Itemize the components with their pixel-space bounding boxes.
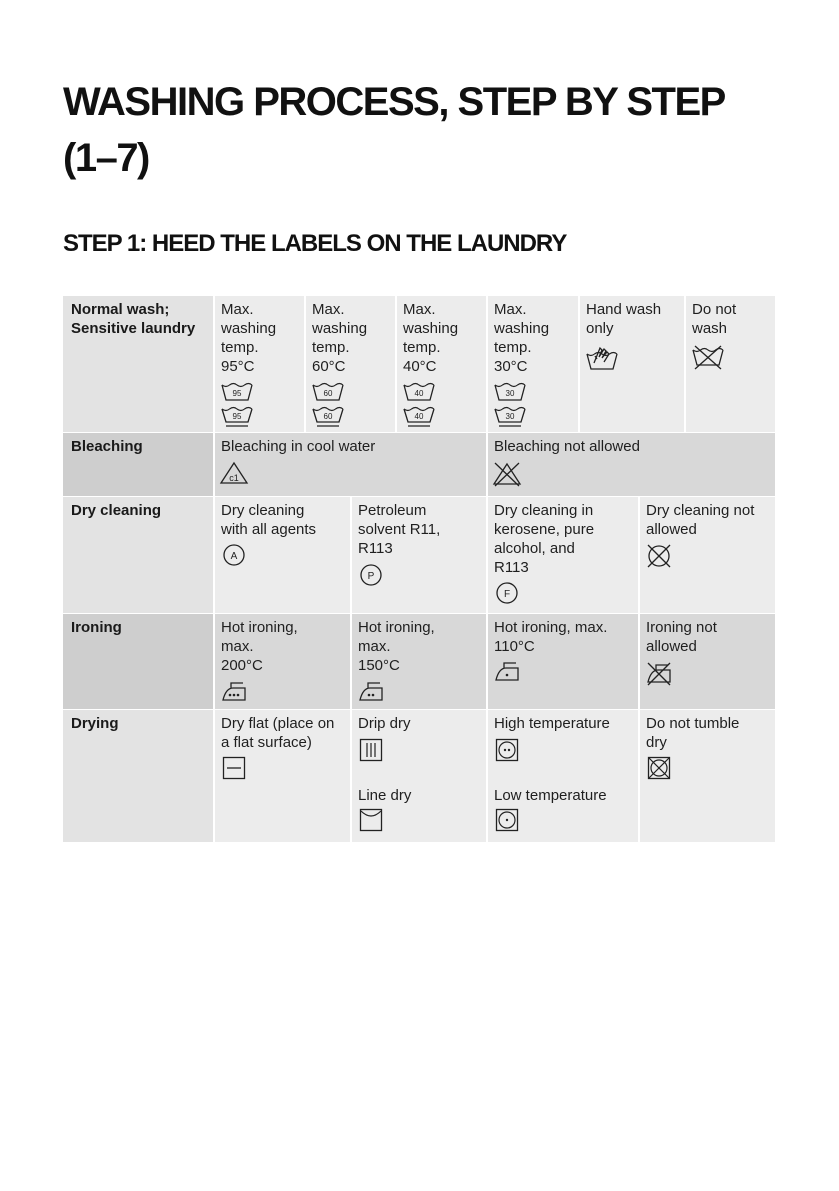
wash-40-line-3: temp. <box>403 339 441 356</box>
wash-40-icon-label: 40 <box>414 389 424 398</box>
cell-iron-110 <box>486 614 638 709</box>
row-label-washing-line-2: Sensitive laundry <box>71 320 196 337</box>
iron-150-line-3: 150°C <box>358 657 400 674</box>
cell-wash-30 <box>486 296 578 432</box>
step-heading: STEP 1: HEED THE LABELS ON THE LAUNDRY <box>63 230 567 257</box>
dry-clean-kerosene-line-4: R113 <box>494 559 529 576</box>
dry-clean-all-line-2: with all agents <box>221 521 317 538</box>
row-label-ironing <box>63 614 213 709</box>
cell-iron-150 <box>350 614 486 709</box>
cell-bleach-cool <box>213 433 486 496</box>
table-row-bleaching <box>63 433 775 496</box>
dry-flat-icon <box>222 756 246 780</box>
wash-30-line-4: 30°C <box>494 358 528 375</box>
row-label-bleaching-text: Bleaching <box>71 438 143 455</box>
dry-clean-not-allowed-line-1: Dry cleaning not <box>646 502 755 519</box>
dry-clean-all-line-1: Dry cleaning <box>221 502 305 519</box>
wash-60-line-2: washing <box>312 320 368 337</box>
tumble-high-icon <box>495 738 519 762</box>
do-not-tumble-dry-icon <box>647 756 671 780</box>
wash-95-line-1: Max. <box>221 301 254 318</box>
do-not-tumble-line-1: Do not tumble <box>646 715 740 732</box>
wash-30-line-1: Max. <box>494 301 527 318</box>
dry-clean-not-allowed-line-2: allowed <box>646 521 697 538</box>
wash-95-icon-label: 95 <box>232 389 242 398</box>
cell-wash-60 <box>304 296 395 432</box>
iron-110-line-1: Hot ironing, max. <box>494 619 608 636</box>
iron-200-line-2: max. <box>221 638 254 655</box>
wash-60-gentle-icon <box>311 406 345 428</box>
row-label-ironing-text: Ironing <box>71 619 122 636</box>
line-dry-line-1: Line dry <box>358 787 412 804</box>
wash-30-line-2: washing <box>494 320 550 337</box>
iron-150-line-2: max. <box>358 638 391 655</box>
cell-wash-40 <box>395 296 486 432</box>
dry-clean-f-icon-label: F <box>503 589 511 600</box>
page-title-line-1: WASHING PROCESS, STEP BY STEP <box>63 80 725 124</box>
wash-60-line-4: 60°C <box>312 358 346 375</box>
table-row-dry-cleaning <box>63 497 775 613</box>
do-not-iron-icon <box>646 660 672 686</box>
cell-iron-not-allowed <box>638 614 775 709</box>
care-label-table <box>63 296 775 842</box>
dry-clean-p-icon-label: P <box>367 571 375 582</box>
do-not-tumble-line-2: dry <box>646 734 667 751</box>
iron-one-dot-icon <box>494 660 520 682</box>
hand-wash-line-2: only <box>586 320 614 337</box>
wash-95-line-4: 95°C <box>221 358 255 375</box>
cell-dry-flat <box>213 710 350 842</box>
do-not-dry-clean-icon <box>646 543 672 569</box>
row-label-drying <box>63 710 213 842</box>
wash-40-line-4: 40°C <box>403 358 437 375</box>
row-label-dry-cleaning-text: Dry cleaning <box>71 502 162 519</box>
cell-iron-200 <box>213 614 350 709</box>
wash-40-line-1: Max. <box>403 301 436 318</box>
tumble-low-icon <box>495 808 519 832</box>
iron-two-dots-icon <box>358 680 384 702</box>
cell-do-not-tumble <box>638 710 775 842</box>
wash-60-line-1: Max. <box>312 301 345 318</box>
drip-dry-line-1: Drip dry <box>358 715 411 732</box>
cell-dry-clean-not-allowed <box>638 497 775 613</box>
row-label-bleaching <box>63 433 213 496</box>
wash-40-icon <box>402 382 436 402</box>
wash-95-gentle-icon <box>220 406 254 428</box>
iron-not-allowed-line-1: Ironing not <box>646 619 717 636</box>
iron-150-line-1: Hot ironing, <box>358 619 435 636</box>
do-not-wash-line-2: wash <box>692 320 728 337</box>
do-not-wash-line-1: Do not <box>692 301 737 318</box>
do-not-wash-icon <box>691 342 725 370</box>
bleach-cool-line-1: Bleaching in cool water <box>221 438 376 455</box>
iron-200-line-1: Hot ironing, <box>221 619 298 636</box>
iron-three-dots-icon <box>221 680 247 702</box>
wash-30-line-3: temp. <box>494 339 532 356</box>
cell-tumble-dry <box>486 710 638 842</box>
bleach-cool-icon-label: c1 <box>229 473 239 483</box>
drip-dry-icon <box>359 738 383 762</box>
wash-60-line-3: temp. <box>312 339 350 356</box>
dry-flat-line-2: a flat surface) <box>221 734 312 751</box>
dry-flat-line-1: Dry flat (place on <box>221 715 335 732</box>
wash-30-icon-label: 30 <box>505 389 515 398</box>
wash-30-gentle-icon <box>493 406 527 428</box>
cell-dry-clean-petroleum <box>350 497 486 613</box>
cell-wash-95 <box>213 296 304 432</box>
page-title-line-2: (1–7) <box>63 136 149 180</box>
wash-95-line-3: temp. <box>221 339 259 356</box>
wash-30-icon <box>493 382 527 402</box>
bleach-cool-icon <box>219 461 249 485</box>
dry-clean-a-icon-label: A <box>230 551 238 562</box>
dry-clean-f-icon <box>495 581 519 605</box>
wash-40-line-2: washing <box>403 320 459 337</box>
line-dry-icon <box>359 808 383 832</box>
wash-95-icon <box>220 382 254 402</box>
dry-clean-p-icon <box>359 563 383 587</box>
dry-clean-kerosene-line-1: Dry cleaning in <box>494 502 594 519</box>
wash-95-gentle-icon-label: 95 <box>232 412 242 421</box>
dry-clean-a-icon <box>222 543 246 567</box>
dry-clean-kerosene-line-3: alcohol, and <box>494 540 575 557</box>
do-not-bleach-icon <box>492 461 522 487</box>
tumble-high-line-1: High temperature <box>494 715 610 732</box>
hand-wash-icon <box>585 344 619 372</box>
wash-60-gentle-icon-label: 60 <box>323 412 333 421</box>
dry-clean-petroleum-line-1: Petroleum <box>358 502 427 519</box>
wash-40-gentle-icon-label: 40 <box>414 412 424 421</box>
cell-hand-wash <box>578 296 684 432</box>
cell-dry-clean-all <box>213 497 350 613</box>
table-row-ironing <box>63 614 775 709</box>
dry-clean-kerosene-line-2: kerosene, pure <box>494 521 595 538</box>
iron-110-line-2: 110°C <box>494 638 535 655</box>
page-title <box>63 74 793 186</box>
row-label-washing <box>63 296 213 432</box>
row-label-drying-text: Drying <box>71 715 119 732</box>
wash-30-gentle-icon-label: 30 <box>505 412 515 421</box>
dry-clean-petroleum-line-3: R113 <box>358 540 393 557</box>
wash-40-gentle-icon <box>402 406 436 428</box>
wash-60-icon <box>311 382 345 402</box>
hand-wash-line-1: Hand wash <box>586 301 662 318</box>
wash-60-icon-label: 60 <box>323 389 333 398</box>
table-row-washing <box>63 296 775 432</box>
tumble-low-line-1: Low temperature <box>494 787 607 804</box>
row-label-washing-line-1: Normal wash; <box>71 301 170 318</box>
cell-dry-clean-kerosene <box>486 497 638 613</box>
row-label-dry-cleaning <box>63 497 213 613</box>
iron-200-line-3: 200°C <box>221 657 263 674</box>
wash-95-line-2: washing <box>221 320 277 337</box>
cell-drip-line-dry <box>350 710 486 842</box>
table-row-drying <box>63 710 775 842</box>
bleach-not-allowed-line-1: Bleaching not allowed <box>494 438 640 455</box>
cell-bleach-not-allowed <box>486 433 775 496</box>
iron-not-allowed-line-2: allowed <box>646 638 697 655</box>
cell-do-not-wash <box>684 296 775 432</box>
dry-clean-petroleum-line-2: solvent R11, <box>358 521 441 538</box>
